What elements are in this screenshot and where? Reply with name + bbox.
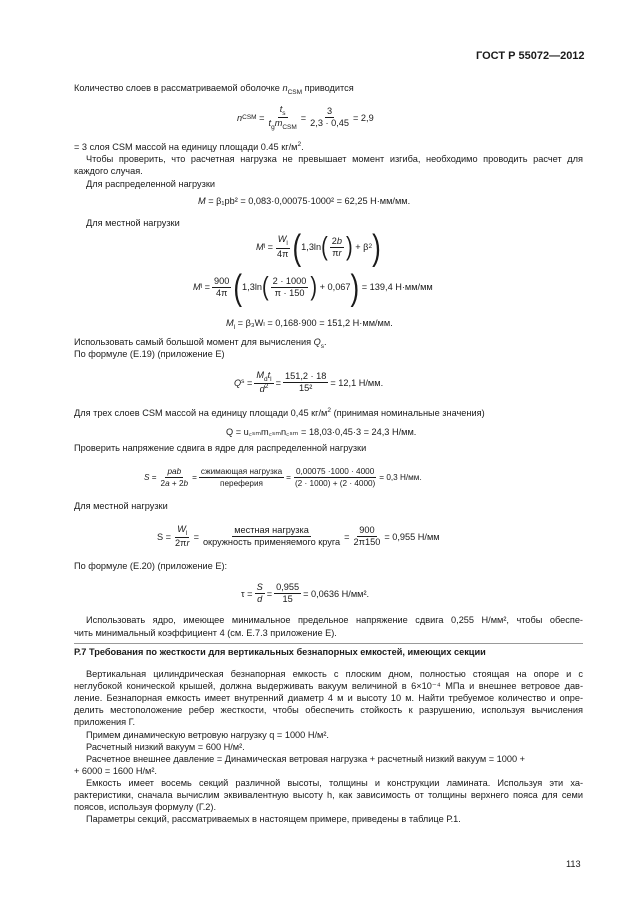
paragraph-line: + 6000 = 1600 Н/м².	[74, 766, 157, 776]
formula-result: = 139,4 Н·мм/мм	[361, 282, 433, 292]
section-divider	[74, 643, 583, 644]
formula-result: = 0,955 Н/мм	[384, 531, 440, 542]
text-line: По формуле (Е.20) (приложение Е):	[74, 561, 228, 571]
text-line: Проверить напряжение сдвига в ядре для распределенной нагрузки	[74, 443, 367, 453]
page-number: 113	[566, 859, 581, 869]
formula-moment: M = β₁pb² = 0,083·0,00075·1000² = 62,25 Н·мм/мм.	[198, 196, 411, 206]
fraction-denominator: окружность применяемого круга	[202, 537, 341, 548]
formula-body: = β₃Wₗ = 0,168·900 = 151,2 Н·мм/мм.	[237, 318, 393, 328]
document-header: ГОСТ Р 55072—2012	[476, 50, 585, 62]
text-line-part: Использовать самый большой момент для вычисления	[74, 337, 312, 347]
fraction-numerator: 151,2 · 18	[285, 371, 327, 382]
text-line-part: Для трех слоев CSM массой на единицу площади 0,45 кг/м	[74, 408, 328, 418]
formula-shear-stress-distributed: S = $\frac{\text{pab}}{2a + 2b}$ = $\frac{\text{сжимающая нагрузка}}{\text{переферия}}$ = $\frac{0,00075 \cdot 1000 \cdot 4000}{(2 \cdot 1000) + (2 \cdot 4000)}$ = 0,3 Н/мм.	[144, 467, 422, 488]
formula-term: + 0,067	[319, 282, 351, 292]
text-line-part: = 3 слоя CSM массой на единицу площади 0.45 кг/м	[74, 142, 298, 152]
fraction-numerator: сжимающая нагрузка	[200, 467, 283, 476]
fraction-numerator: 2 · 1000	[272, 275, 307, 286]
text-line: каждого случая.	[74, 166, 143, 176]
text-line: Чтобы проверить, что расчетная нагрузка не превышает момент изгиба, необходимо проводить расчет для	[86, 154, 583, 164]
text-line: чить минимальный коэффициент 4 (см. Е.7.3 приложение Е).	[74, 628, 337, 638]
paragraph-line: Вертикальная цилиндрическая безнапорная емкость с плоским дном, полностью стоящая на опоре и с	[86, 669, 583, 679]
fraction-numerator: местная нагрузка	[234, 525, 309, 536]
paragraph-line: делить местоположение ребер жесткости, чтобы обеспечить стойкость к разрушению, используя вычисления	[74, 705, 583, 715]
formula-layers: n CSM = $\frac{t_s}{t_gm_{CSM}}$ = $\frac{3}{2,3 \cdot 0,45}$ = 2,9	[237, 104, 374, 132]
fraction-denominator: 2,3 · 0,45	[310, 118, 349, 129]
paragraph-line: приложения Г.	[74, 717, 136, 727]
text-line: Количество слоев в рассматриваемой оболочке $n_{CSM}$ приводится	[74, 83, 354, 96]
formula-result: = 0,0636 Н/мм².	[303, 588, 370, 599]
text-line-part: (принимая номинальные значения)	[333, 408, 485, 418]
formula-shear-stress-local: S = $\frac{W_l}{2\pi r}$ = $\frac{\text{местная нагрузка}}{\text{окружность применяемого круга}}$ = $\frac{900}{2\pi 150}$ = 0,955 Н/мм	[157, 524, 440, 549]
fraction-denominator: 15	[282, 594, 293, 604]
paragraph-line: Расчетный низкий вакуум = 600 Н/м².	[86, 742, 245, 752]
fraction-denominator: π · 150	[274, 287, 305, 298]
formula-shear-force: Q s = $\frac{M_dt_l}{d^2}$ = $\frac{151,2 \cdot 18}{\text{15²}}$ = 12,1 Н/мм.	[234, 370, 384, 395]
fraction-denominator: 4π	[215, 287, 228, 298]
paragraph-line: ление. Безнапорная емкость имеет внутренний диаметр 4 м и высоту 10 м. Найти требуемое количество и опре-	[74, 693, 583, 703]
fraction-numerator: 0,955	[276, 582, 300, 592]
formula-m3: $M_l = \beta_3W_l = 0,168\cdot 900 = 151,2$ Н·мм/мм.	[226, 318, 393, 331]
fraction-numerator: 0,00075 ·1000 · 4000	[295, 467, 375, 476]
text-line: Для местной нагрузки	[86, 218, 180, 228]
coefficient: 1,3	[242, 282, 255, 292]
formula-result: = 0,3 Н/мм.	[379, 473, 422, 482]
paragraph-line: Параметры секций, рассматриваемых в настоящем примере, приведены в таблице Р.1.	[86, 814, 461, 824]
fraction-numerator: 900	[214, 275, 230, 286]
paragraph-line: рактеристики, сначала вычислим эквивалентную высоту h, как зависимость от толщины верхнего пояса для семи	[74, 790, 583, 800]
fraction-denominator: 15²	[299, 383, 313, 394]
formula-body: = β₁pb² = 0,083·0,00075·1000² = 62,25 Н·мм/мм.	[208, 196, 411, 206]
text-line-part: Количество слоев в рассматриваемой оболочке	[74, 83, 280, 93]
paragraph-line: Расчетное внешнее давление = Динамическая ветровая нагрузка + расчетный низкий вакуум = 1000 +	[86, 754, 526, 764]
fraction-denominator: переферия	[220, 479, 263, 488]
formula-tau: τ = $\frac{S}{d}$ = $\frac{0,955}{15}$ = 0,0636 Н/мм².	[241, 582, 370, 604]
formula-result: = 2,9	[353, 112, 374, 123]
section-title: Р.7 Требования по жесткости для вертикальных безнапорных емкостей, имеющих секции	[74, 647, 486, 657]
formula-q: Q = u꜀ₛₘm꜀ₛₘn꜀ₛₘ = 18,03·0,45·3 = 24,3 Н/мм.	[226, 427, 417, 437]
text-line: Для местной нагрузки	[74, 501, 168, 511]
text-line: Использовать самый большой момент для вычисления $Q_s$.	[74, 337, 327, 350]
formula-local-moment: M l = $\frac{W_l}{4\pi}$ ( 1,3ln ( $\frac{2b}{\pi r}$ ) + β 2 )	[256, 226, 381, 268]
text-line: Для трех слоев CSM массой на единицу площади 0,45 $кг/м^2$ (принимая номинальные значения)	[74, 406, 485, 418]
paragraph-line: неглубокой конической крышей, должна выдерживать вакуум величиной в 6×10⁻⁴ МПа и внешнее ветровое дав-	[74, 681, 583, 691]
formula-local-moment-value: M l = $\frac{900}{4\pi}$ ( 1,3 ln ( $\frac{2 \cdot 1000}{\pi \cdot 150}$ ) + 0,067 ) = 139,4 Н·мм/мм	[193, 266, 433, 308]
fraction-denominator: 2π150	[353, 537, 381, 548]
paragraph-line: поясов, используя формулу (Г.2).	[74, 802, 217, 812]
paragraph-line: Емкость имеет восемь секций различной высоты, толщины и конструкции ламината. Используя эти ха-	[86, 778, 583, 788]
formula-result: = 12,1 Н/мм.	[330, 377, 384, 388]
text-line: Использовать ядро, имеющее минимальное предельное напряжение сдвига 0,255 Н/мм², чтобы обеспе-	[86, 615, 583, 625]
fraction-numerator: 900	[359, 525, 375, 536]
text-line: = 3 слоя CSM массой на единицу площади 0.45 $кг/м^2$.	[74, 140, 304, 152]
text-line: Для распределенной нагрузки	[86, 179, 215, 189]
text-line-part: приводится	[304, 83, 354, 93]
fraction-denominator: (2 · 1000) + (2 · 4000)	[294, 479, 376, 488]
text-line: По формуле (Е.19) (приложение Е)	[74, 349, 225, 359]
paragraph-line: Примем динамическую ветровую нагрузку q = 1000 Н/м².	[86, 730, 329, 740]
fraction-numerator: 3	[327, 106, 333, 117]
